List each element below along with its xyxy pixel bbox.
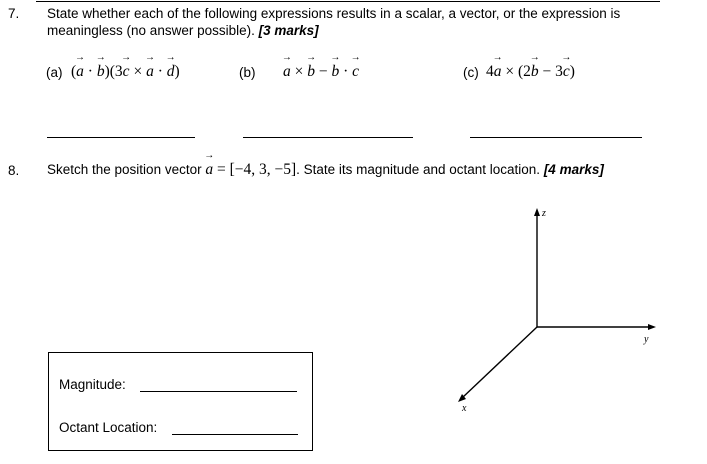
question-7-line-2-text: meaningless (no answer possible). [47,23,259,38]
part-b-expression: → a × → b − → b · → c [283,63,359,81]
question-7-number: 7. [8,6,20,21]
part-c-expression: 4→ a × (2→ b − 3→ c) [486,63,575,81]
magnitude-label: Magnitude: [59,377,126,392]
part-c-label: (c) [463,65,479,80]
question-8-text-before: Sketch the position vector [47,162,206,177]
question-7-line-1: State whether each of the following expressions results in a scalar, a vector, or the expression is [47,6,621,21]
part-a-label: (a) [46,65,63,80]
y-arrowhead [648,324,656,330]
x-axis [462,327,537,398]
octant-label: Octant Location: [59,420,158,435]
question-8-number: 8. [8,163,20,178]
y-axis-label: y [644,334,649,345]
part-b-label: (b) [239,65,256,80]
question-8-marks: [4 marks] [543,162,604,177]
question-8-text: Sketch the position vector → a = [−4, 3, −5]. State its magnitude and octant location. [4 marks] [47,161,604,179]
x-axis-label: x [462,403,467,414]
vector-value: [−4, 3, −5] [229,161,297,178]
z-axis-label: z [542,208,546,219]
question-8-text-after: . State its magnitude and octant location. [296,162,544,177]
question-7-marks: [3 marks] [258,23,319,38]
part-a-expression: (→ a · → b)(3→ c × → a · → d) [71,63,180,81]
z-arrowhead [534,208,540,216]
